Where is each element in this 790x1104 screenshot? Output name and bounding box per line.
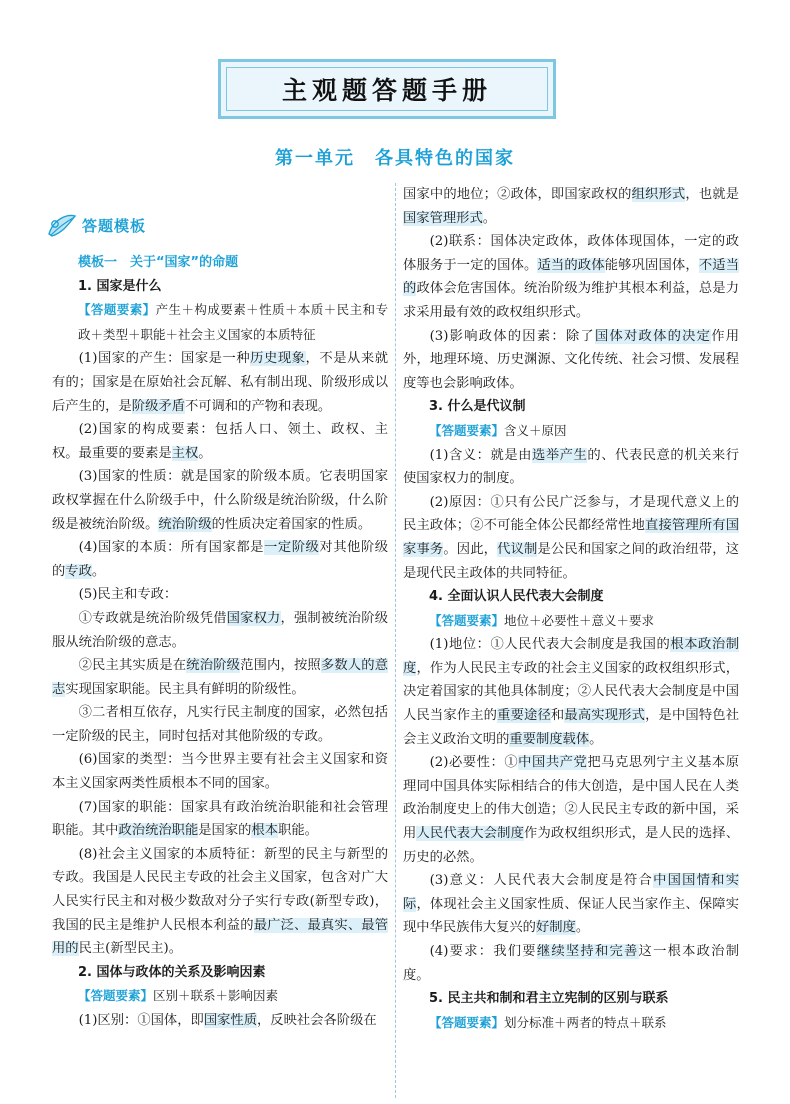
paragraph-state-elements bbox=[52, 418, 388, 465]
page-title: 主观题答题手册 bbox=[281, 76, 492, 105]
text-run: 。 bbox=[482, 210, 497, 226]
template-label: 答题模板 bbox=[82, 217, 147, 236]
highlight: 不适当的 bbox=[403, 257, 740, 297]
paragraph-difference bbox=[52, 1009, 388, 1033]
text-run: 这一根本政治制度。 bbox=[403, 944, 740, 983]
highlight: 重要途径 bbox=[497, 708, 551, 724]
paragraph-dictatorship bbox=[52, 607, 388, 654]
answer-elements-4 bbox=[403, 609, 739, 634]
answer-elements-text: 含义＋原因 bbox=[504, 422, 567, 438]
highlight: 统治阶级 bbox=[186, 658, 241, 674]
highlight: 统治阶级 bbox=[158, 516, 212, 532]
highlight: 主权 bbox=[171, 445, 199, 461]
highlight: 政治统治职能 bbox=[118, 823, 199, 839]
highlight: 根本政治制度 bbox=[403, 637, 740, 676]
text-run: (1)含义：就是由 bbox=[429, 447, 532, 463]
section-title-5: 5. 民主共和制和君主立宪制的区别与联系 bbox=[429, 991, 669, 1007]
text-run: 范围内，按照 bbox=[240, 658, 321, 674]
highlight: 历史现象 bbox=[250, 351, 306, 367]
text-run: ，作为人民民主专政的社会主义国家的政权组织形式，决定着国家的其他具体制度；②人民代表大会制度是中国人民当家作主的 bbox=[403, 660, 740, 724]
paragraph-state-functions bbox=[52, 796, 388, 843]
text-run: 国家中的地位；②政体，即国家政权的 bbox=[403, 187, 632, 202]
text-run: (3)意义：人民代表大会制度是符合 bbox=[429, 873, 654, 889]
highlight: 最高实现形式 bbox=[564, 708, 646, 724]
answer-elements-tag: 【答题要素】 bbox=[429, 1014, 505, 1030]
highlight: 专政 bbox=[65, 563, 92, 579]
text-run: (1)区别：①国体，即 bbox=[78, 1013, 204, 1028]
text-run: 实现国家职能。民主具有鲜明的阶级性。 bbox=[65, 681, 305, 697]
paragraph-state-types: (6)国家的类型：当今世界主要有社会主义国家和资本主义国家两类性质根本不同的国家。 bbox=[52, 752, 388, 792]
section-title-3: 3. 什么是代议制 bbox=[429, 399, 526, 415]
text-run: 民主(新型民主)。 bbox=[78, 941, 183, 957]
section-title-2: 2. 国体与政体的关系及影响因素 bbox=[78, 964, 266, 980]
text-run: (1)国家的产生：国家是一种 bbox=[78, 351, 251, 367]
highlight: 组织形式 bbox=[631, 187, 686, 202]
text-run: 职能。 bbox=[278, 823, 318, 839]
highlight: 好制度 bbox=[535, 920, 576, 936]
template-header bbox=[46, 205, 388, 249]
highlight: 重要制度载体 bbox=[509, 731, 590, 747]
answer-elements-2 bbox=[52, 984, 388, 1009]
left-column bbox=[52, 205, 388, 1033]
text-run: (7)国家的职能：国家具有政治统治职能和社会管理职能。其中 bbox=[52, 799, 388, 839]
text-run: 。 bbox=[589, 731, 603, 747]
answer-elements-text: 地位＋必要性＋意义＋要求 bbox=[504, 612, 655, 628]
model-title: 模板一 关于“国家”的命题 bbox=[78, 255, 239, 270]
paragraph-meaning bbox=[403, 444, 739, 491]
answer-elements-tag: 【答题要素】 bbox=[78, 988, 154, 1004]
paragraph-influence-factors bbox=[403, 325, 739, 396]
highlight: 适当的政体 bbox=[537, 257, 605, 273]
answer-elements-text: 区别＋联系＋影响因素 bbox=[153, 988, 279, 1004]
text-run: ①专政就是统治阶级凭借 bbox=[78, 610, 227, 626]
page-title-banner bbox=[218, 59, 556, 119]
answer-elements-text: 产生＋构成要素＋性质＋本质＋民主和专政＋类型＋职能＋社会主义国家的本质特征 bbox=[78, 302, 388, 342]
text-run: ②民主其实质是在 bbox=[78, 658, 187, 674]
paragraph-requirement bbox=[403, 940, 739, 987]
paragraph-state-essence bbox=[52, 536, 388, 583]
text-run: ，不是从来就有的；国家是在原始社会瓦解、私有制出现、阶级形成以后产生的，是 bbox=[52, 351, 389, 414]
paragraph-state-origin bbox=[52, 347, 388, 418]
highlight: 人民代表大会制度 bbox=[416, 826, 525, 842]
answer-elements-tag: 【答题要素】 bbox=[429, 612, 505, 628]
text-run: 政体会危害国体。统治阶级为维护其根本利益，总是力求采用最有效的政权组织形式。 bbox=[403, 281, 740, 320]
text-run: (4)要求：我们要 bbox=[429, 944, 537, 959]
highlight: 根本 bbox=[251, 823, 279, 839]
paragraph-democracy-dictatorship: (5)民主和专政： bbox=[78, 587, 178, 603]
text-run: 和 bbox=[550, 708, 565, 724]
section-title-4: 4. 全面认识人民代表大会制度 bbox=[429, 589, 604, 605]
text-run: ，体现社会主义国家性质、保证人民当家作主、保障实现中华民族伟大复兴的 bbox=[403, 896, 740, 936]
answer-elements-1 bbox=[52, 298, 388, 347]
highlight: 国体对政体的决定 bbox=[594, 328, 712, 344]
text-run: 的性质决定着国家的性质。 bbox=[211, 516, 372, 532]
text-run: (1)地位：①人民代表大会制度是我国的 bbox=[429, 637, 671, 653]
text-run: ，也就是 bbox=[685, 187, 740, 202]
answer-elements-text: 划分标准＋两者的特点＋联系 bbox=[504, 1014, 667, 1030]
answer-elements-tag: 【答题要素】 bbox=[78, 302, 156, 318]
text-run: 对其他阶级的 bbox=[52, 540, 389, 579]
highlight: 选举产生 bbox=[532, 447, 588, 463]
unit-title: 第一单元 各具特色的国家 bbox=[275, 148, 515, 169]
text-run: (3)影响政体的因素：除了 bbox=[429, 328, 595, 344]
text-run: 。 bbox=[91, 563, 106, 579]
paragraph-socialist-features bbox=[52, 843, 388, 961]
column-divider bbox=[395, 183, 397, 1098]
text-run: ，反映社会各阶级在 bbox=[257, 1013, 377, 1028]
text-run: 把马克思列宁主义基本原理同中国具体实际相结合的伟大创造，是中国人民在人类政治制度史上的伟大创造；②人民民主专政的新中国，采用 bbox=[403, 755, 740, 842]
answer-elements-5 bbox=[403, 1011, 739, 1036]
highlight: 国家权力 bbox=[226, 610, 281, 626]
text-run: 是国家的 bbox=[198, 823, 252, 839]
text-run: (2)必要性：① bbox=[429, 755, 519, 771]
highlight: 代议制 bbox=[497, 541, 538, 557]
text-run: 不可调和的产物和表现。 bbox=[184, 398, 332, 414]
highlight: 多数人的意志 bbox=[52, 658, 389, 697]
text-run: (4)国家的本质：所有国家都是 bbox=[78, 540, 265, 556]
paragraph-difference-cont bbox=[403, 183, 739, 230]
paragraph-interdependence: ③二者相互依存，凡实行民主制度的国家，必然包括一定阶级的民主，同时包括对其他阶级的专政。 bbox=[52, 705, 388, 744]
right-column bbox=[403, 183, 739, 1035]
paragraph-connection bbox=[403, 230, 739, 324]
text-run: ，强制被统治阶级服从统治阶级的意志。 bbox=[52, 610, 389, 650]
paragraph-significance bbox=[403, 869, 739, 940]
paragraph-state-nature bbox=[52, 465, 388, 536]
text-run: 作用外，地理环境、历史渊源、文化传统、社会习惯、发展程度等也会影响政体。 bbox=[403, 328, 740, 391]
highlight: 国家管理形式 bbox=[403, 210, 483, 226]
highlight: 一定阶级 bbox=[264, 540, 320, 556]
text-run: ，是中国特色社会主义政治文明的 bbox=[403, 708, 740, 747]
answer-elements-3 bbox=[403, 419, 739, 444]
highlight: 最广泛、最真实、最管用的 bbox=[52, 917, 389, 957]
highlight: 阶级矛盾 bbox=[131, 398, 185, 414]
leaf-swirl-logo-icon bbox=[46, 212, 78, 242]
text-run: (2)联系：国体决定政体，政体体现国体，一定的政体服务于一定的国体。 bbox=[403, 234, 739, 273]
text-run: 是公民和国家之间的政治纽带，这是现代民主政体的共同特征。 bbox=[403, 541, 740, 581]
text-run: 能够巩固国体， bbox=[604, 257, 699, 273]
text-run: 的、代表民意的机关来行使国家权力的制度。 bbox=[403, 447, 740, 487]
answer-elements-tag: 【答题要素】 bbox=[429, 422, 505, 438]
text-run: (8)社会主义国家的本质特征：新型的民主与新型的专政。我国是人民民主专政的社会主义国家，包含对广大人民实行民主和对极少数敌对分子实行专政(新型专政)，我国的民主是维护人民根本利益的 bbox=[52, 846, 388, 933]
highlight: 继续坚持和完善 bbox=[536, 944, 639, 959]
text-run: 。因此， bbox=[443, 541, 498, 557]
paragraph-status bbox=[403, 633, 739, 751]
highlight: 直接管理所有国家事务 bbox=[403, 518, 740, 557]
text-run: (2)国家的构成要素：包括人口、领土、政权、主权。最重要的要素是 bbox=[52, 422, 388, 461]
highlight: 国家性质 bbox=[203, 1013, 257, 1028]
text-run: 作为政权组织形式，是人民的选择、历史的必然。 bbox=[403, 826, 740, 865]
paragraph-democracy bbox=[52, 654, 388, 701]
highlight: 中国国情和实际 bbox=[403, 873, 739, 912]
paragraph-reason bbox=[403, 491, 739, 585]
paragraph-necessity bbox=[403, 751, 739, 869]
section-title-1: 1. 国家是什么 bbox=[78, 278, 162, 294]
text-run: (3)国家的性质：就是国家的阶级本质。它表明国家政权掌握在什么阶级手中，什么阶级是统治阶级，什么阶级是被统治阶级。 bbox=[52, 469, 388, 532]
highlight: 中国共产党 bbox=[518, 755, 588, 771]
text-run: 。 bbox=[198, 445, 212, 461]
text-run: 。 bbox=[575, 920, 590, 936]
text-run: (2)原因：①只有公民广泛参与，才是现代意义上的民主政体；②不可能全体公民都经常性地 bbox=[403, 494, 739, 534]
